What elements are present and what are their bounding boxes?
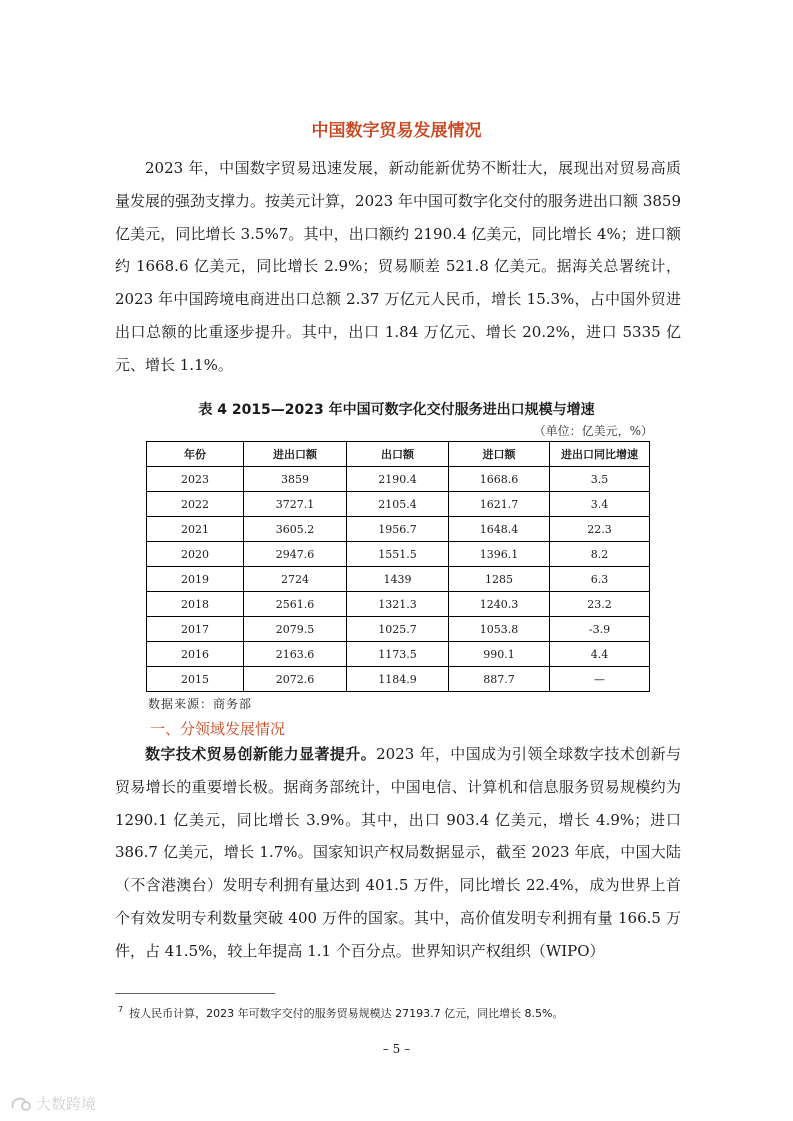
- table-row: [147, 567, 650, 592]
- table-header-cell: 进口额: [449, 442, 550, 467]
- table-cell: 3727.1: [244, 492, 347, 517]
- table-cell: 1285: [449, 567, 550, 592]
- footnote-divider: [115, 993, 275, 994]
- table-cell: 1184.9: [347, 667, 449, 692]
- table-cell: 1025.7: [347, 617, 449, 642]
- table-cell: 1321.3: [347, 592, 449, 617]
- table-row: [147, 617, 650, 642]
- table-cell: 1053.8: [449, 617, 550, 642]
- source-note: 数据来源：商务部: [148, 697, 253, 711]
- section-body: 2023 年，中国成为引领全球数字技术创新与贸易增长的重要增长极。据商务部统计，中国电信、计算机和信息服务贸易规模约为 1290.1 亿美元，同比增长 3.9%。其中，出口 903.4 亿美元，增长 4.9%；进口 386.7 亿美元，增长 1.7%。国家知识产权局数据显示，截至 2023 年底，中国大陆（不含港澳台）发明专利拥有量达到 401.5 万件，同比增长 22.4%，成为世界上首个有效发明专利数量突破 400 万件的国家。其中，高价值发明专利拥有量 166.5 万件，占 41.5%，较上年提高 1.1 个百分点。世界知识产权组织（WIPO）: [115, 745, 681, 960]
- table-cell: 3.4: [550, 492, 650, 517]
- table-cell: 1173.5: [347, 642, 449, 667]
- data-table: [146, 441, 650, 692]
- table-cell: 4.4: [550, 642, 650, 667]
- section-paragraph: [115, 738, 681, 968]
- table-cell: 1551.5: [347, 542, 449, 567]
- table-unit: （单位：亿美元，%）: [533, 424, 653, 438]
- table-cell: 2017: [147, 617, 244, 642]
- table-cell: 1240.3: [449, 592, 550, 617]
- table-cell: 2021: [147, 517, 244, 542]
- table-cell: 2018: [147, 592, 244, 617]
- table-row: [147, 492, 650, 517]
- intro-paragraph: 2023 年，中国数字贸易迅速发展，新动能新优势不断壮大，展现出对贸易高质量发展的强劲支撑力。按美元计算，2023 年中国可数字化交付的服务进出口额 3859 亿美元，同比增长 3.5%7。其中，出口额约 2190.4 亿美元，同比增长 4%；进口额约 1668.6 亿美元，同比增长 2.9%；贸易顺差 521.8 亿美元。据海关总署统计，2023 年中国跨境电商进出口总额 2.37 万亿元人民币，增长 15.3%，占中国外贸进出口总额的比重逐步提升。其中，出口 1.84 万亿元、增长 20.2%，进口 5335 亿元、增长 1.1%。: [115, 159, 681, 374]
- table-cell: 887.7: [449, 667, 550, 692]
- table-row: [147, 517, 650, 542]
- table-row: [147, 667, 650, 692]
- watermark: [10, 1093, 96, 1114]
- table-header-cell: 进出口同比增速: [550, 442, 650, 467]
- table-cell: -3.9: [550, 617, 650, 642]
- table-cell: 1439: [347, 567, 449, 592]
- table-cell: 2019: [147, 567, 244, 592]
- table-cell: 2020: [147, 542, 244, 567]
- table-header-row: [147, 442, 650, 467]
- table-cell: 1668.6: [449, 467, 550, 492]
- table-cell: 2105.4: [347, 492, 449, 517]
- table-cell: 3605.2: [244, 517, 347, 542]
- table-cell: 2190.4: [347, 467, 449, 492]
- watermark-text: 大数跨境: [36, 1095, 97, 1113]
- watermark-logo-icon: [10, 1095, 32, 1113]
- table-cell: 2016: [147, 642, 244, 667]
- table-row: [147, 467, 650, 492]
- table-cell: 1396.1: [449, 542, 550, 567]
- footnote-marker: 7: [118, 1005, 124, 1015]
- table-cell: 2015: [147, 667, 244, 692]
- table-cell: 6.3: [550, 567, 650, 592]
- table-cell: 22.3: [550, 517, 650, 542]
- table-cell: 1621.7: [449, 492, 550, 517]
- table-cell: 2072.6: [244, 667, 347, 692]
- table-cell: 2022: [147, 492, 244, 517]
- table-cell: 2947.6: [244, 542, 347, 567]
- table-row: [147, 592, 650, 617]
- table-row: [147, 542, 650, 567]
- footnote-text: 按人民币计算，2023 年可数字交付的服务贸易规模达 27193.7 亿元，同比增长 8.5%。: [129, 1007, 564, 1020]
- table-header-cell: 出口额: [347, 442, 449, 467]
- table-cell: 990.1: [449, 642, 550, 667]
- table-header-cell: 年份: [147, 442, 244, 467]
- table-cell: 1648.4: [449, 517, 550, 542]
- page-number: – 5 –: [382, 1042, 411, 1056]
- table-cell: —: [550, 667, 650, 692]
- table-cell: 2023: [147, 467, 244, 492]
- table-cell: 2163.6: [244, 642, 347, 667]
- page-title: 中国数字贸易发展情况: [311, 121, 482, 141]
- table-row: [147, 642, 650, 667]
- footnote: [118, 1005, 564, 1021]
- section-heading: 一、分领域发展情况: [150, 720, 286, 738]
- table-cell: 2079.5: [244, 617, 347, 642]
- table-cell: 23.2: [550, 592, 650, 617]
- table-header-cell: 进出口额: [244, 442, 347, 467]
- table-cell: 1956.7: [347, 517, 449, 542]
- table-cell: 2724: [244, 567, 347, 592]
- section-lead: 数字技术贸易创新能力显著提升。: [145, 745, 377, 763]
- table-cell: 8.2: [550, 542, 650, 567]
- table-cell: 3.5: [550, 467, 650, 492]
- table-cell: 2561.6: [244, 592, 347, 617]
- table-cell: 3859: [244, 467, 347, 492]
- table-caption: 表 4 2015—2023 年中国可数字化交付服务进出口规模与增速: [198, 402, 595, 418]
